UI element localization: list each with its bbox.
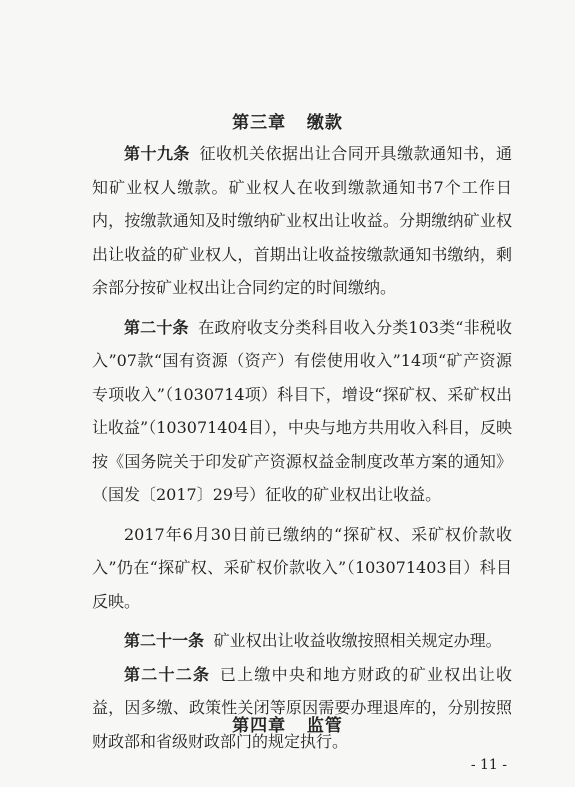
page-number: - 11 - [470,757,507,773]
article-number: 第二十一条 [124,631,205,650]
article-text: 已上缴中央和地方财政的矿业权出让收益，因多缴、政策性关闭等原因需要办理退库的，分别按照财政部和省级财政部门的规定执行。 [92,664,512,751]
article-19 [92,137,512,305]
article-21 [92,624,512,658]
article-number: 第二十条 [124,317,189,337]
article-20-note [92,518,512,619]
chapter-four-heading: 第四章 监管 [232,716,343,736]
article-20 [92,311,512,512]
article-text: 在政府收支分类科目收入分类103类“非税收入”07款“国有资源（资产）有偿使用收入”14项“矿产资源专项收入”（1030714项）科目下，增设“探矿权、采矿权出让收益”（103071404目），中央与地方共用收入科目，反映按《国务院关于印发矿产资源权益金制度改革方案的通知》（国发〔2017〕29号）征收的矿业权出让收益。 [92,317,512,504]
article-text: 征收机关依据出让合同开具缴款通知书，通知矿业权人缴款。矿业权人在收到缴款通知书7个工作日内，按缴款通知及时缴纳矿业权出让收益。分期缴纳矿业权出让收益的矿业权人，首期出让收益按缴款通知书缴纳，剩余部分按矿业权出让合同约定的时间缴纳。 [92,144,512,297]
document-body [92,137,512,758]
article-text: 矿业权出让收益收缴按照相关规定办理。 [213,631,502,650]
article-text: 2017年6月30日前已缴纳的“探矿权、采矿权价款收入”仍在“探矿权、采矿权价款收入”（103071403目）科目反映。 [92,524,512,611]
article-number: 第二十二条 [124,664,211,684]
article-22 [92,658,512,759]
article-number: 第十九条 [124,144,190,163]
chapter-three-heading: 第三章 缴款 [232,113,343,133]
